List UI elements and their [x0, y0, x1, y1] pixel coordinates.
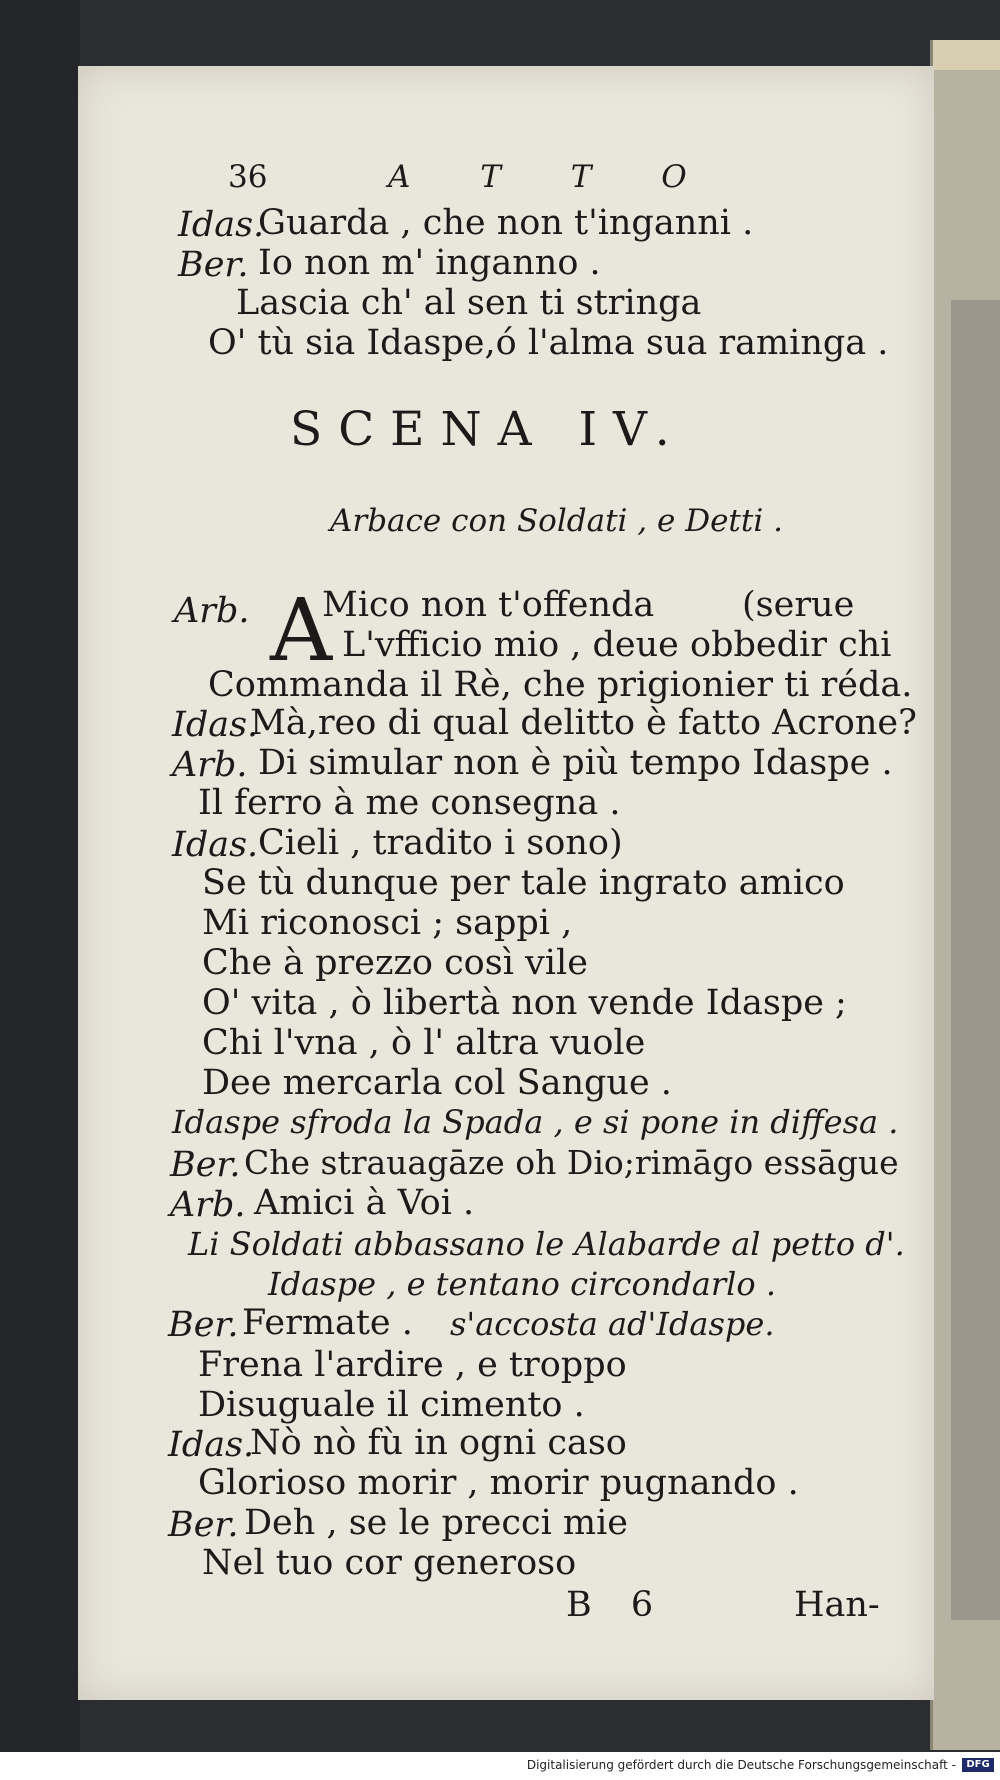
speaker: Ber. [170, 1145, 241, 1185]
verse-line: Che à prezzo così vile [202, 943, 588, 983]
book-page [78, 66, 934, 1700]
verse-line: Lascia ch' al sen ti stringa [236, 283, 702, 323]
dfg-logo: DFG [962, 1758, 994, 1772]
digitization-footer [0, 1752, 1000, 1780]
speaker: Idas. [172, 705, 259, 745]
speaker: Idas. [172, 825, 259, 865]
verse-line: Nel tuo cor generoso [202, 1543, 577, 1583]
verse-line: Disuguale il cimento . [198, 1385, 585, 1425]
funding-credit: Digitalisierung gefördert durch die Deutsche Forschungsgemeinschaft - [526, 1758, 956, 1772]
verse-line: Mà,reo di qual delitto è fatto Acrone? [250, 703, 917, 743]
verse-line: Di simular non è più tempo Idaspe . [258, 743, 893, 783]
running-title: A T T O [388, 159, 717, 195]
verse-line: Chi l'vna , ò l' altra vuole [202, 1023, 646, 1063]
left-binding [0, 0, 80, 1780]
verse-line: O' tù sia Idaspe,ó l'alma sua raminga . [208, 323, 889, 363]
verse-line: Nò nò fù in ogni caso [250, 1423, 627, 1463]
verse-line: Dee mercarla col Sangue . [202, 1063, 672, 1103]
stage-direction: Li Soldati abbassano le Alabarde al petto d'. [188, 1225, 905, 1263]
stage-direction: s'accosta ad'Idaspe. [450, 1305, 775, 1343]
verse-line: Fermate . [242, 1303, 413, 1343]
speaker: Arb. [170, 1185, 246, 1225]
catchword: Han- [794, 1585, 880, 1625]
verse-line: Il ferro à me consegna . [198, 783, 621, 823]
signature-mark: B 6 [566, 1585, 668, 1625]
verse-line: Se tù dunque per tale ingrato amico [202, 863, 845, 903]
speaker: Ber. [168, 1305, 239, 1345]
verse-line: Io non m' inganno . [258, 243, 601, 283]
speaker: Ber. [178, 245, 249, 285]
stage-direction: Idaspe , e tentano circondarlo . [268, 1265, 777, 1303]
speaker: Ber. [168, 1505, 239, 1545]
speaker: Arb. [172, 745, 248, 785]
stage-direction: Idaspe sfroda la Spada , e si pone in diffesa . [172, 1103, 899, 1141]
verse-line: L'vfficio mio , deue obbedir chi [342, 625, 892, 665]
speaker: Idas. [178, 205, 265, 245]
verse-line: Glorioso morir , morir pugnando . [198, 1463, 799, 1503]
speaker: Arb. [174, 591, 250, 631]
verse-line: Cieli , tradito i sono) [258, 823, 623, 863]
page-number: 36 [228, 159, 268, 195]
verse-line: Guarda , che non t'inganni . [258, 203, 754, 243]
verse-line: Che strauagāze oh Dio;rimāgo essāgue [244, 1143, 899, 1182]
scene-title: SCENA IV. [290, 402, 686, 457]
scene-cast: Arbace con Soldati , e Detti . [330, 503, 783, 539]
speaker: Idas. [168, 1425, 255, 1465]
verse-line: Frena l'ardire , e troppo [198, 1345, 627, 1385]
verse-line: Mico non t'offenda [322, 585, 655, 625]
verse-line: Deh , se le precci mie [244, 1503, 628, 1543]
drop-cap: A [270, 581, 333, 681]
verse-line: Mi riconosci ; sappi , [202, 903, 573, 943]
verse-line: O' vita , ò libertà non vende Idaspe ; [202, 983, 847, 1023]
verse-line: Commanda il Rè, che prigionier ti réda. [208, 665, 913, 705]
adjacent-page-edge [930, 40, 1000, 1750]
aside-text: (serue [742, 585, 855, 625]
verse-line: Amici à Voi . [254, 1183, 475, 1223]
